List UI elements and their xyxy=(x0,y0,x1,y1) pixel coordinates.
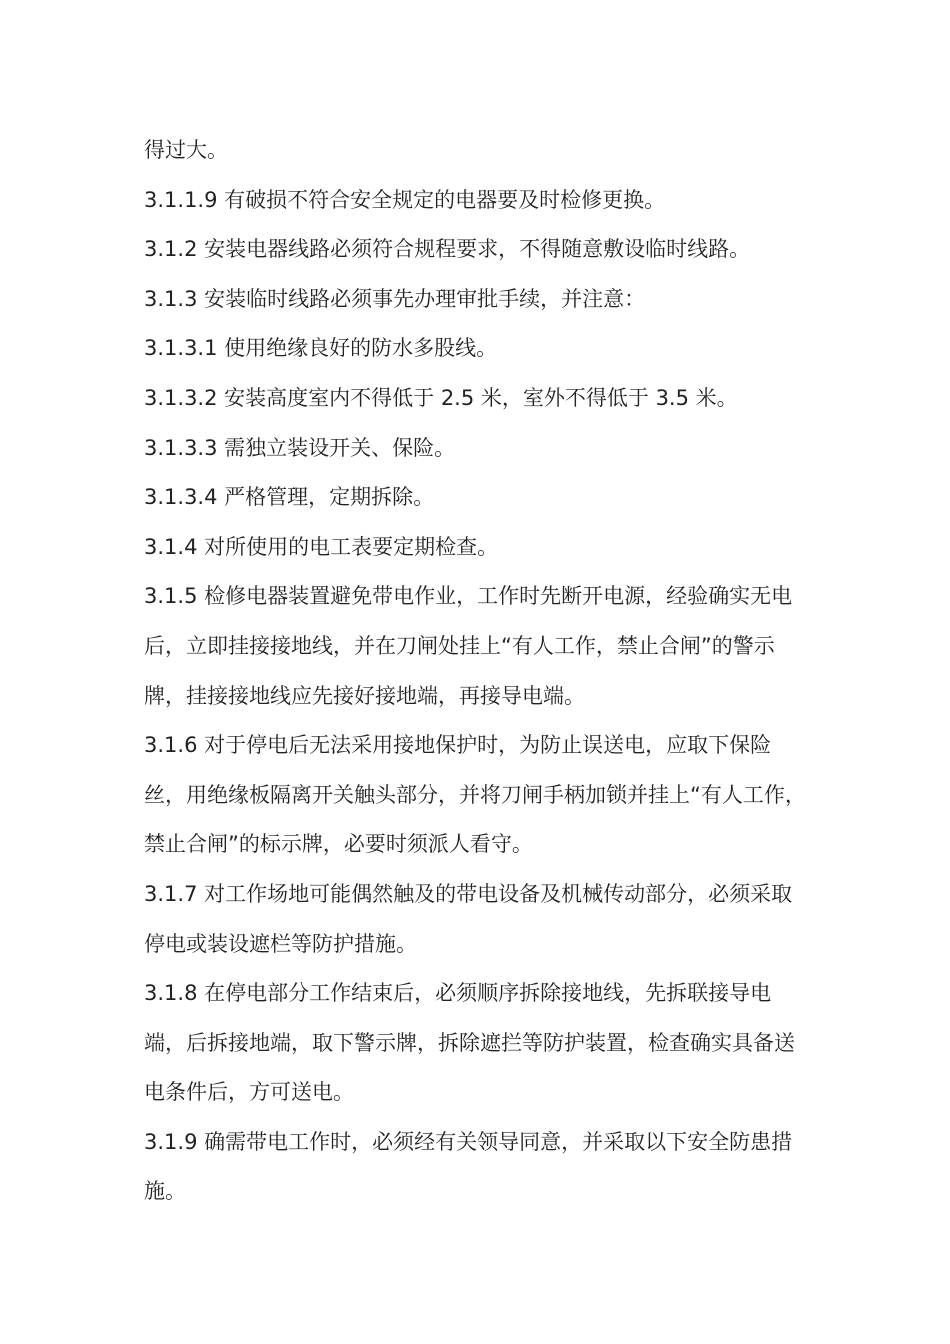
paragraph-3-1-9: 3.1.9 确需带电工作时，必须经有关领导同意，并采取以下安全防患措施。 xyxy=(144,1129,793,1204)
paragraph-continuation: 得过大。 xyxy=(144,138,228,162)
paragraph-3-1-8: 3.1.8 在停电部分工作结束后，必须顺序拆除接地线，先拆联接导电端，后拆接地端，取下警示牌，拆除遮拦等防护装置，检查确实具备送电条件后，方可送电。 xyxy=(144,981,795,1105)
paragraph-3-1-3-3: 3.1.3.3 需独立装设开关、保险。 xyxy=(144,435,456,460)
paragraph-3-1-3-4: 3.1.3.4 严格管理，定期拆除。 xyxy=(144,485,435,510)
document-body xyxy=(144,126,809,1217)
paragraph-3-1-2: 3.1.2 安装电器线路必须符合规程要求，不得随意敷设临时线路。 xyxy=(144,237,751,262)
paragraph-3-1-3-1: 3.1.3.1 使用绝缘良好的防水多股线。 xyxy=(144,336,498,361)
paragraph-3-1-3-2: 3.1.3.2 安装高度室内不得低于 2.5 米，室外不得低于 3.5 米。 xyxy=(144,385,738,410)
paragraph-3-1-1-9: 3.1.1.9 有破损不符合安全规定的电器要及时检修更换。 xyxy=(144,187,666,212)
paragraph-3-1-7: 3.1.7 对工作场地可能偶然触及的带电设备及机械传动部分，必须采取停电或装设遮栏等防护措施。 xyxy=(144,881,793,956)
paragraph-3-1-3: 3.1.3 安装临时线路必须事先办理审批手续，并注意： xyxy=(144,286,646,311)
paragraph-3-1-6: 3.1.6 对于停电后无法采用接地保护时，为防止误送电，应取下保险丝，用绝缘板隔离开关触头部分，并将刀闸手柄加锁并挂上“有人工作，禁止合闸”的标示牌，必要时须派人看守。 xyxy=(144,733,806,857)
paragraph-3-1-4: 3.1.4 对所使用的电工表要定期检查。 xyxy=(144,534,499,559)
paragraph-3-1-5: 3.1.5 检修电器装置避免带电作业，工作时先断开电源，经验确实无电后，立即挂接接地线，并在刀闸处挂上“有人工作，禁止合闸”的警示牌，挂接接地线应先接好接地端，再接导电端。 xyxy=(144,584,793,708)
